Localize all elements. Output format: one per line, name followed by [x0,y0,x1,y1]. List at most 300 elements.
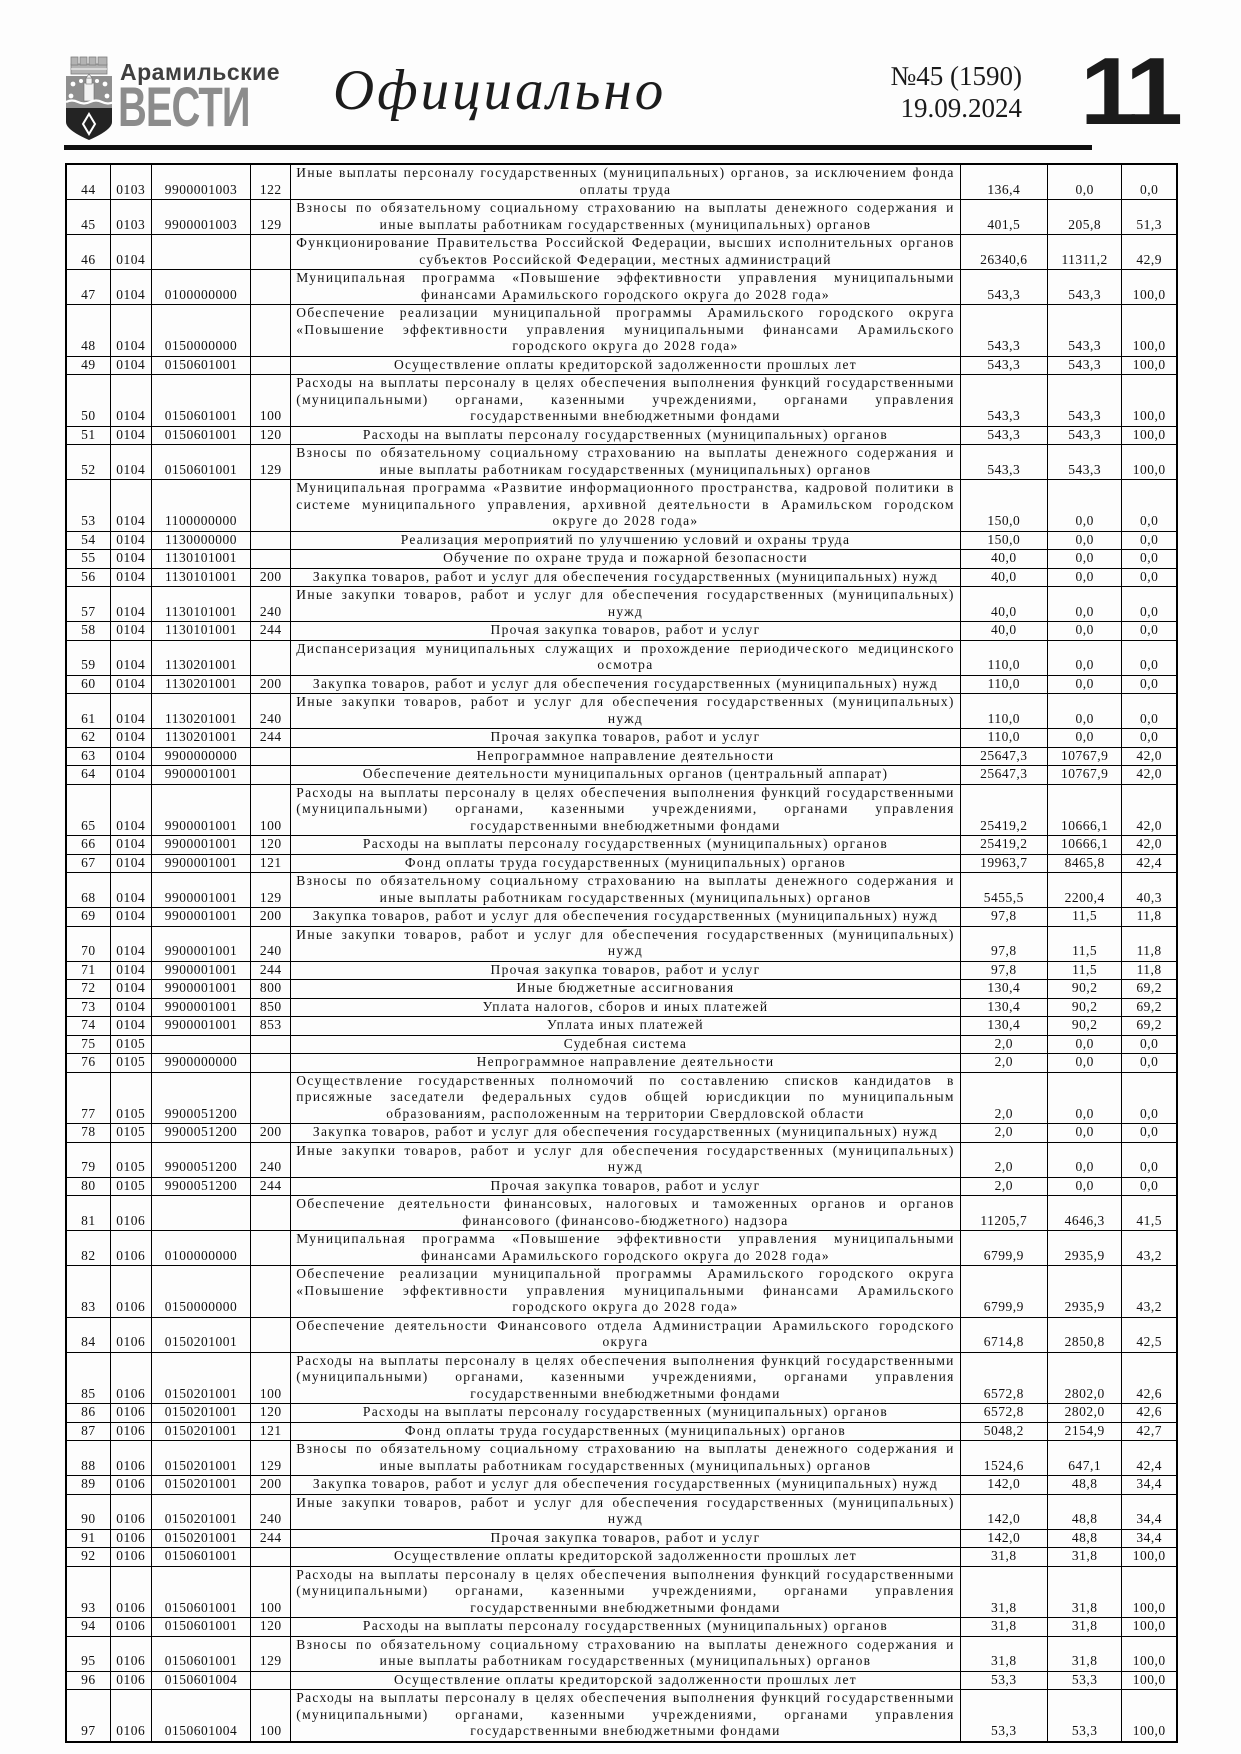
execution-percent-cell: 0,0 [1122,622,1177,641]
target-article-code-cell: 9900000000 [151,747,250,766]
table-row [66,961,1177,980]
plan-amount-cell: 31,8 [960,1636,1047,1671]
section-code-cell: 0104 [110,961,151,980]
row-number-cell: 50 [66,375,110,427]
executed-amount-cell: 0,0 [1048,1142,1122,1177]
section-title: Официально [333,59,667,122]
table-row [66,998,1177,1017]
target-article-code-cell: 0150601001 [151,375,250,427]
expense-type-code-cell [251,356,291,375]
table-row [66,873,1177,908]
table-row [66,164,1177,200]
executed-amount-cell: 543,3 [1048,426,1122,445]
section-code-cell: 0104 [110,622,151,641]
table-row [66,1054,1177,1073]
plan-amount-cell: 6714,8 [960,1317,1047,1352]
target-article-code-cell: 1130101001 [151,622,250,641]
description-cell: Иные закупки товаров, работ и услуг для обеспечения государственных (муниципальных) нужд [291,587,960,622]
description-cell: Обеспечение реализации муниципальной программы Арамильского городского округа «Повышение эффективности управления муниципальными финансами Арамильского городского округа до 2028 года» [291,305,960,357]
row-number-cell: 66 [66,836,110,855]
executed-amount-cell: 0,0 [1048,694,1122,729]
table-row [66,640,1177,675]
table-row [66,675,1177,694]
description-cell: Обучение по охране труда и пожарной безопасности [291,550,960,569]
expense-type-code-cell: 129 [251,445,291,480]
executed-amount-cell: 90,2 [1048,980,1122,999]
executed-amount-cell: 2154,9 [1048,1422,1122,1441]
table-row [66,1352,1177,1404]
plan-amount-cell: 2,0 [960,1124,1047,1143]
plan-amount-cell: 110,0 [960,675,1047,694]
table-row [66,854,1177,873]
row-number-cell: 94 [66,1618,110,1637]
executed-amount-cell: 543,3 [1048,305,1122,357]
execution-percent-cell: 42,4 [1122,1441,1177,1476]
execution-percent-cell: 0,0 [1122,1124,1177,1143]
executed-amount-cell: 0,0 [1048,622,1122,641]
section-code-cell: 0104 [110,445,151,480]
expense-type-code-cell: 240 [251,1142,291,1177]
section-code-cell: 0106 [110,1404,151,1423]
executed-amount-cell: 543,3 [1048,356,1122,375]
table-row [66,1017,1177,1036]
expense-type-code-cell: 120 [251,836,291,855]
expense-type-code-cell: 240 [251,587,291,622]
description-cell: Судебная система [291,1035,960,1054]
plan-amount-cell: 110,0 [960,729,1047,748]
executed-amount-cell: 90,2 [1048,998,1122,1017]
expense-type-code-cell: 850 [251,998,291,1017]
target-article-code-cell: 0150601001 [151,1618,250,1637]
expense-type-code-cell [251,1266,291,1318]
target-article-code-cell: 0150201001 [151,1422,250,1441]
execution-percent-cell: 100,0 [1122,270,1177,305]
target-article-code-cell: 9900001001 [151,908,250,927]
expense-type-code-cell: 200 [251,1124,291,1143]
section-code-cell: 0106 [110,1636,151,1671]
expense-type-code-cell: 129 [251,1441,291,1476]
section-code-cell: 0104 [110,747,151,766]
expense-type-code-cell: 200 [251,675,291,694]
row-number-cell: 60 [66,675,110,694]
expense-type-code-cell: 122 [251,164,291,200]
execution-percent-cell: 100,0 [1122,375,1177,427]
row-number-cell: 81 [66,1196,110,1231]
expense-type-code-cell: 200 [251,568,291,587]
row-number-cell: 62 [66,729,110,748]
description-cell: Закупка товаров, работ и услуг для обеспечения государственных (муниципальных) нужд [291,1124,960,1143]
expense-type-code-cell [251,1317,291,1352]
execution-percent-cell: 40,3 [1122,873,1177,908]
table-row [66,531,1177,550]
plan-amount-cell: 25419,2 [960,836,1047,855]
plan-amount-cell: 401,5 [960,200,1047,235]
row-number-cell: 65 [66,784,110,836]
executed-amount-cell: 0,0 [1048,568,1122,587]
plan-amount-cell: 31,8 [960,1548,1047,1567]
plan-amount-cell: 97,8 [960,908,1047,927]
plan-amount-cell: 2,0 [960,1072,1047,1124]
execution-percent-cell: 0,0 [1122,531,1177,550]
section-code-cell: 0104 [110,908,151,927]
plan-amount-cell: 6572,8 [960,1352,1047,1404]
execution-percent-cell: 69,2 [1122,980,1177,999]
expense-type-code-cell [251,766,291,785]
plan-amount-cell: 97,8 [960,961,1047,980]
description-cell: Муниципальная программа «Повышение эффективности управления муниципальными финансами Арамильского городского округа до 2028 года» [291,1231,960,1266]
section-code-cell: 0104 [110,784,151,836]
expense-type-code-cell [251,1072,291,1124]
row-number-cell: 96 [66,1671,110,1690]
section-code-cell: 0106 [110,1529,151,1548]
description-cell: Взносы по обязательному социальному страхованию на выплаты денежного содержания и иные выплаты работникам государственных (муниципальных) органов [291,1636,960,1671]
section-code-cell: 0106 [110,1548,151,1567]
expense-type-code-cell: 240 [251,694,291,729]
execution-percent-cell: 0,0 [1122,164,1177,200]
section-code-cell: 0104 [110,675,151,694]
executed-amount-cell: 31,8 [1048,1618,1122,1637]
table-row [66,1636,1177,1671]
executed-amount-cell: 8465,8 [1048,854,1122,873]
expense-type-code-cell: 853 [251,1017,291,1036]
executed-amount-cell: 543,3 [1048,270,1122,305]
table-row [66,1266,1177,1318]
target-article-code-cell: 1130101001 [151,568,250,587]
section-code-cell: 0105 [110,1072,151,1124]
execution-percent-cell: 0,0 [1122,568,1177,587]
row-number-cell: 54 [66,531,110,550]
execution-percent-cell: 0,0 [1122,1142,1177,1177]
description-cell: Иные бюджетные ассигнования [291,980,960,999]
target-article-code-cell: 1130101001 [151,587,250,622]
section-code-cell: 0104 [110,480,151,532]
section-code-cell: 0104 [110,766,151,785]
section-code-cell: 0106 [110,1566,151,1618]
executed-amount-cell: 10767,9 [1048,747,1122,766]
expense-type-code-cell: 100 [251,784,291,836]
table-row [66,1618,1177,1637]
section-code-cell: 0104 [110,998,151,1017]
issue-date: 19.09.2024 [900,93,1022,123]
target-article-code-cell: 0150201001 [151,1352,250,1404]
table-row [66,908,1177,927]
expense-type-code-cell [251,480,291,532]
row-number-cell: 80 [66,1177,110,1196]
description-cell: Муниципальная программа «Повышение эффективности управления муниципальными финансами Арамильского городского округа до 2028 года» [291,270,960,305]
description-cell: Обеспечение деятельности финансовых, налоговых и таможенных органов и органов финансового (финансово-бюджетного) надзора [291,1196,960,1231]
plan-amount-cell: 6572,8 [960,1404,1047,1423]
target-article-code-cell: 0150201001 [151,1317,250,1352]
plan-amount-cell: 130,4 [960,998,1047,1017]
row-number-cell: 90 [66,1494,110,1529]
expense-type-code-cell: 129 [251,1636,291,1671]
row-number-cell: 48 [66,305,110,357]
section-code-cell: 0104 [110,980,151,999]
plan-amount-cell: 53,3 [960,1671,1047,1690]
plan-amount-cell: 543,3 [960,270,1047,305]
section-code-cell: 0106 [110,1266,151,1318]
execution-percent-cell: 43,2 [1122,1266,1177,1318]
expense-type-code-cell: 129 [251,200,291,235]
row-number-cell: 59 [66,640,110,675]
table-row [66,587,1177,622]
description-cell: Прочая закупка товаров, работ и услуг [291,622,960,641]
target-article-code-cell: 9900001001 [151,980,250,999]
section-code-cell: 0105 [110,1177,151,1196]
table-row [66,747,1177,766]
execution-percent-cell: 0,0 [1122,1072,1177,1124]
section-code-cell: 0104 [110,568,151,587]
row-number-cell: 74 [66,1017,110,1036]
target-article-code-cell: 9900001001 [151,1017,250,1036]
coat-of-arms-icon [63,56,115,140]
target-article-code-cell: 1130000000 [151,531,250,550]
target-article-code-cell: 9900051200 [151,1072,250,1124]
executed-amount-cell: 543,3 [1048,375,1122,427]
expense-type-code-cell [251,747,291,766]
brand-name-main: ВЕСТИ [118,76,250,139]
execution-percent-cell: 0,0 [1122,480,1177,532]
table-row [66,1072,1177,1124]
description-cell: Взносы по обязательному социальному страхованию на выплаты денежного содержания и иные выплаты работникам государственных (муниципальных) органов [291,200,960,235]
description-cell: Расходы на выплаты персоналу в целях обеспечения выполнения функций государственными (муниципальными) органами, казенными учреждениями, органами управления государственными внебюджетными фондами [291,1352,960,1404]
brand-name-top: Арамильские [120,59,281,85]
target-article-code-cell: 9900001001 [151,926,250,961]
executed-amount-cell: 2850,8 [1048,1317,1122,1352]
table-row [66,1494,1177,1529]
description-cell: Прочая закупка товаров, работ и услуг [291,729,960,748]
section-code-cell: 0104 [110,356,151,375]
target-article-code-cell [151,235,250,270]
executed-amount-cell: 2935,9 [1048,1266,1122,1318]
row-number-cell: 88 [66,1441,110,1476]
section-code-cell: 0104 [110,873,151,908]
section-code-cell: 0104 [110,587,151,622]
section-code-cell: 0104 [110,375,151,427]
target-article-code-cell: 1130201001 [151,729,250,748]
section-code-cell: 0104 [110,1017,151,1036]
plan-amount-cell: 150,0 [960,531,1047,550]
row-number-cell: 84 [66,1317,110,1352]
description-cell: Закупка товаров, работ и услуг для обеспечения государственных (муниципальных) нужд [291,908,960,927]
executed-amount-cell: 0,0 [1048,164,1122,200]
target-article-code-cell: 0150601001 [151,445,250,480]
target-article-code-cell: 9900001001 [151,873,250,908]
section-code-cell: 0106 [110,1690,151,1742]
plan-amount-cell: 150,0 [960,480,1047,532]
expense-type-code-cell [251,1548,291,1567]
plan-amount-cell: 130,4 [960,1017,1047,1036]
execution-percent-cell: 100,0 [1122,1671,1177,1690]
expense-type-code-cell: 240 [251,1494,291,1529]
target-article-code-cell: 0150601001 [151,1636,250,1671]
plan-amount-cell: 5048,2 [960,1422,1047,1441]
expense-type-code-cell: 121 [251,1422,291,1441]
description-cell: Иные выплаты персоналу государственных (муниципальных) органов, за исключением фонда оплаты труда [291,164,960,200]
plan-amount-cell: 6799,9 [960,1231,1047,1266]
executed-amount-cell: 2802,0 [1048,1352,1122,1404]
table-row [66,836,1177,855]
target-article-code-cell: 0150201001 [151,1404,250,1423]
target-article-code-cell: 0150601001 [151,1548,250,1567]
expense-type-code-cell: 244 [251,1529,291,1548]
row-number-cell: 56 [66,568,110,587]
expense-type-code-cell: 120 [251,1618,291,1637]
table-row [66,729,1177,748]
expense-type-code-cell: 100 [251,1566,291,1618]
target-article-code-cell [151,1035,250,1054]
description-cell: Закупка товаров, работ и услуг для обеспечения государственных (муниципальных) нужд [291,568,960,587]
plan-amount-cell: 2,0 [960,1054,1047,1073]
description-cell: Реализация мероприятий по улучшению условий и охраны труда [291,531,960,550]
executed-amount-cell: 11,5 [1048,926,1122,961]
expense-type-code-cell: 244 [251,622,291,641]
section-code-cell: 0106 [110,1476,151,1495]
target-article-code-cell: 9900001003 [151,164,250,200]
description-cell: Функционирование Правительства Российской Федерации, высших исполнительных органов субъектов Российской Федерации, местных администраций [291,235,960,270]
description-cell: Прочая закупка товаров, работ и услуг [291,1529,960,1548]
executed-amount-cell: 31,8 [1048,1566,1122,1618]
target-article-code-cell: 9900001001 [151,854,250,873]
target-article-code-cell: 9900000000 [151,1054,250,1073]
executed-amount-cell: 0,0 [1048,1124,1122,1143]
section-code-cell: 0104 [110,854,151,873]
target-article-code-cell: 1130101001 [151,550,250,569]
execution-percent-cell: 100,0 [1122,1618,1177,1637]
execution-percent-cell: 51,3 [1122,200,1177,235]
table-row [66,784,1177,836]
section-code-cell: 0106 [110,1352,151,1404]
table-row [66,1177,1177,1196]
executed-amount-cell: 11,5 [1048,961,1122,980]
execution-percent-cell: 34,4 [1122,1494,1177,1529]
section-code-cell: 0103 [110,200,151,235]
description-cell: Закупка товаров, работ и услуг для обеспечения государственных (муниципальных) нужд [291,675,960,694]
executed-amount-cell: 10767,9 [1048,766,1122,785]
expense-type-code-cell [251,1035,291,1054]
description-cell: Расходы на выплаты персоналу государственных (муниципальных) органов [291,426,960,445]
row-number-cell: 82 [66,1231,110,1266]
header-divider [64,145,1092,150]
table-row [66,980,1177,999]
row-number-cell: 91 [66,1529,110,1548]
plan-amount-cell: 142,0 [960,1494,1047,1529]
description-cell: Обеспечение реализации муниципальной программы Арамильского городского округа «Повышение эффективности управления муниципальными финансами Арамильского городского округа до 2028 года» [291,1266,960,1318]
expense-type-code-cell: 120 [251,426,291,445]
expense-type-code-cell: 244 [251,961,291,980]
row-number-cell: 93 [66,1566,110,1618]
table-row [66,1690,1177,1742]
table-row [66,375,1177,427]
table-row [66,356,1177,375]
expense-type-code-cell: 800 [251,980,291,999]
executed-amount-cell: 31,8 [1048,1548,1122,1567]
plan-amount-cell: 2,0 [960,1177,1047,1196]
expense-type-code-cell: 200 [251,908,291,927]
table-row [66,480,1177,532]
table-row [66,1671,1177,1690]
execution-percent-cell: 42,9 [1122,235,1177,270]
table-row [66,235,1177,270]
table-row [66,766,1177,785]
issue-info [790,60,1022,124]
executed-amount-cell: 0,0 [1048,480,1122,532]
target-article-code-cell: 0150201001 [151,1529,250,1548]
row-number-cell: 69 [66,908,110,927]
executed-amount-cell: 0,0 [1048,550,1122,569]
table-row [66,200,1177,235]
row-number-cell: 78 [66,1124,110,1143]
target-article-code-cell: 0150601001 [151,426,250,445]
execution-percent-cell: 42,7 [1122,1422,1177,1441]
section-code-cell: 0104 [110,270,151,305]
expense-type-code-cell: 100 [251,375,291,427]
target-article-code-cell: 0150201001 [151,1494,250,1529]
section-code-cell: 0104 [110,305,151,357]
executed-amount-cell: 0,0 [1048,1072,1122,1124]
plan-amount-cell: 31,8 [960,1566,1047,1618]
plan-amount-cell: 2,0 [960,1142,1047,1177]
executed-amount-cell: 0,0 [1048,587,1122,622]
target-article-code-cell: 0150601001 [151,1566,250,1618]
section-code-cell: 0106 [110,1317,151,1352]
section-code-cell: 0104 [110,836,151,855]
row-number-cell: 70 [66,926,110,961]
section-code-cell: 0104 [110,926,151,961]
execution-percent-cell: 41,5 [1122,1196,1177,1231]
execution-percent-cell: 42,5 [1122,1317,1177,1352]
expense-type-code-cell [251,640,291,675]
description-cell: Непрограммное направление деятельности [291,747,960,766]
plan-amount-cell: 543,3 [960,426,1047,445]
plan-amount-cell: 543,3 [960,375,1047,427]
expense-type-code-cell [251,1671,291,1690]
plan-amount-cell: 19963,7 [960,854,1047,873]
execution-percent-cell: 0,0 [1122,550,1177,569]
plan-amount-cell: 25419,2 [960,784,1047,836]
description-cell: Расходы на выплаты персоналу в целях обеспечения выполнения функций государственными (муниципальными) органами, казенными учреждениями, органами управления государственными внебюджетными фондами [291,784,960,836]
row-number-cell: 46 [66,235,110,270]
execution-percent-cell: 69,2 [1122,998,1177,1017]
row-number-cell: 44 [66,164,110,200]
row-number-cell: 75 [66,1035,110,1054]
row-number-cell: 77 [66,1072,110,1124]
row-number-cell: 51 [66,426,110,445]
description-cell: Фонд оплаты труда государственных (муниципальных) органов [291,1422,960,1441]
row-number-cell: 87 [66,1422,110,1441]
description-cell: Расходы на выплаты персоналу в целях обеспечения выполнения функций государственными (муниципальными) органами, казенными учреждениями, органами управления государственными внебюджетными фондами [291,1690,960,1742]
target-article-code-cell: 0150000000 [151,305,250,357]
table-row [66,426,1177,445]
row-number-cell: 47 [66,270,110,305]
section-code-cell: 0105 [110,1124,151,1143]
target-article-code-cell: 0150201001 [151,1476,250,1495]
description-cell: Фонд оплаты труда государственных (муниципальных) органов [291,854,960,873]
plan-amount-cell: 142,0 [960,1476,1047,1495]
table-row [66,694,1177,729]
execution-percent-cell: 0,0 [1122,1035,1177,1054]
expense-type-code-cell: 100 [251,1352,291,1404]
plan-amount-cell: 2,0 [960,1035,1047,1054]
plan-amount-cell: 1524,6 [960,1441,1047,1476]
expense-type-code-cell [251,235,291,270]
row-number-cell: 72 [66,980,110,999]
target-article-code-cell: 9900051200 [151,1124,250,1143]
section-code-cell: 0105 [110,1035,151,1054]
target-article-code-cell: 9900001001 [151,766,250,785]
execution-percent-cell: 0,0 [1122,694,1177,729]
table-row [66,1529,1177,1548]
